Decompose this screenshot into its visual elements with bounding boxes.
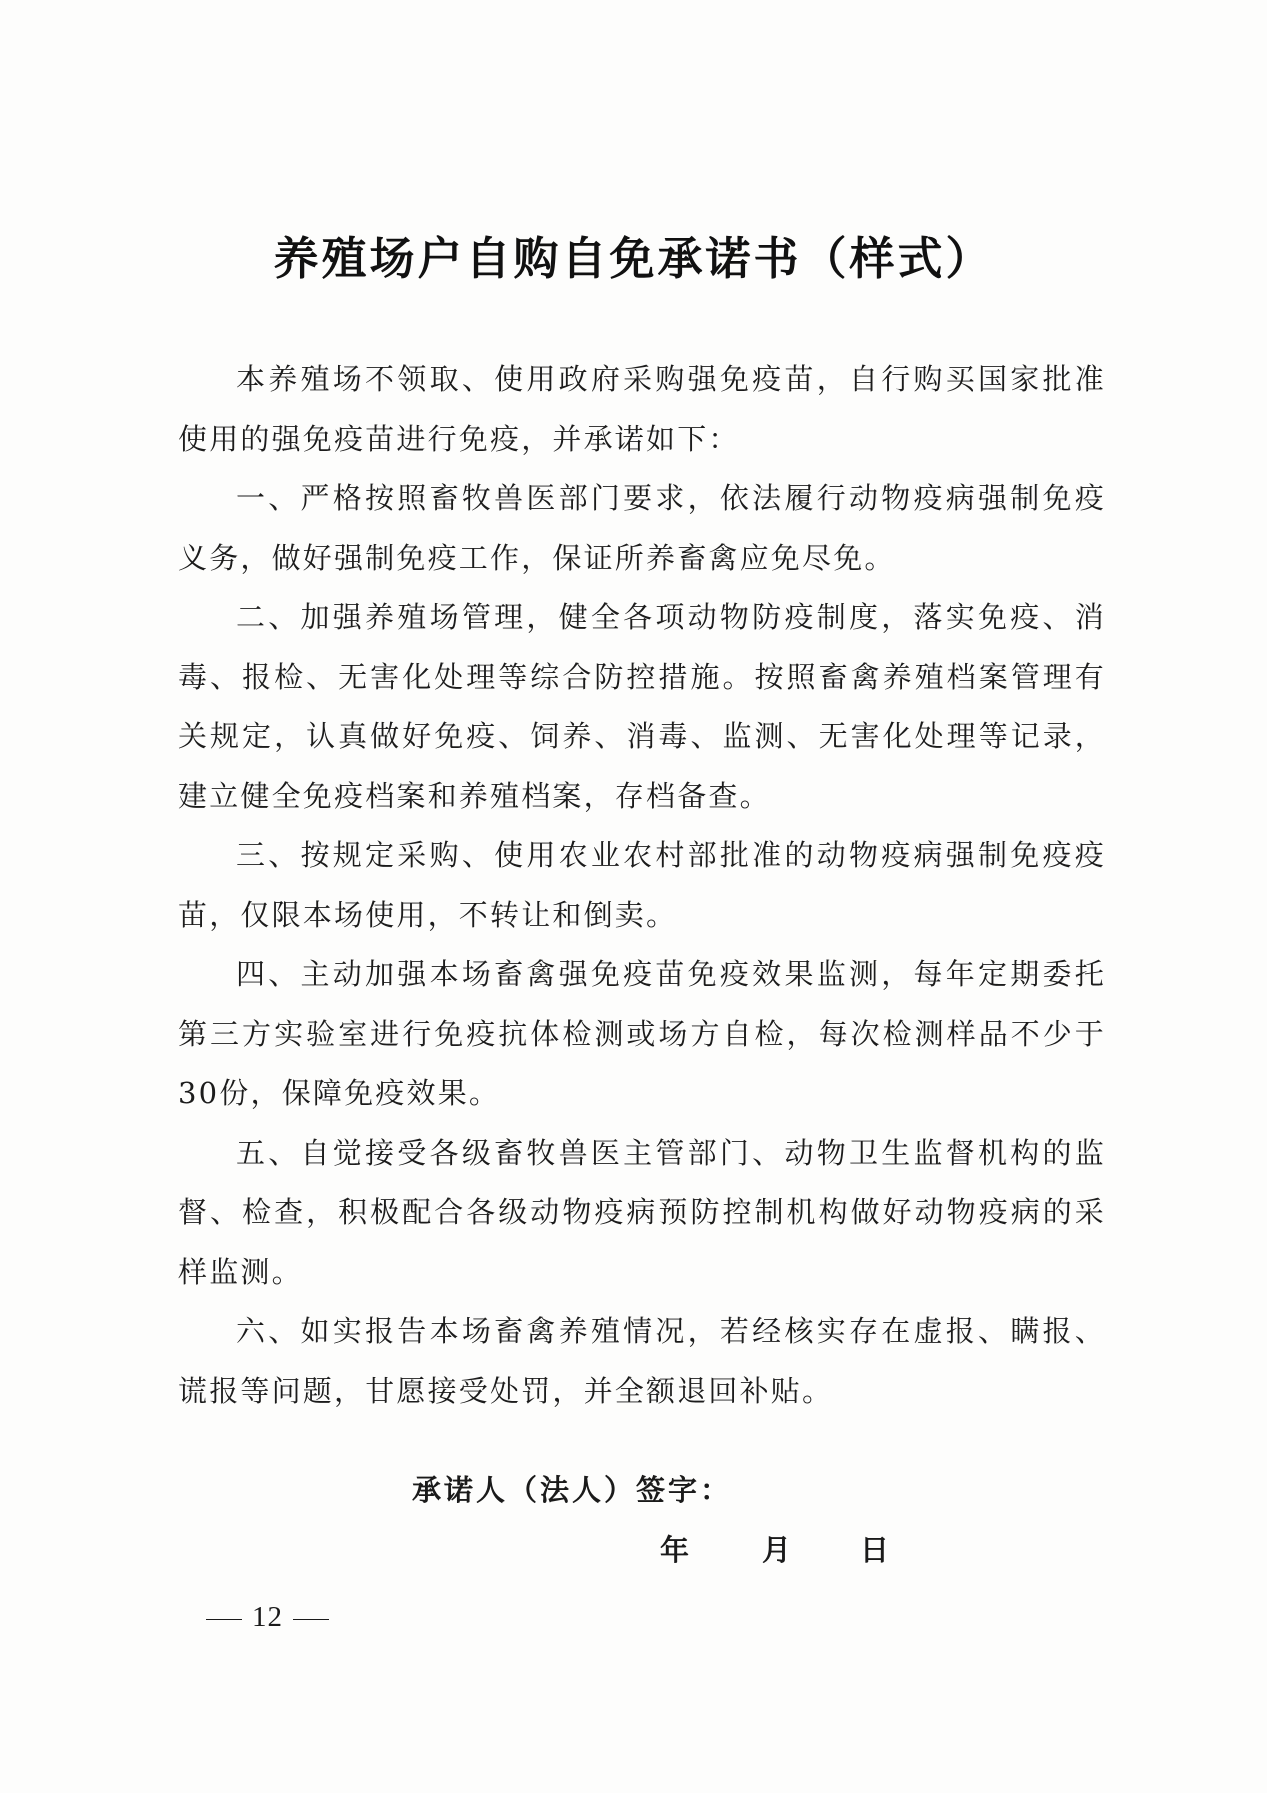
intro-paragraph: 本养殖场不领取、使用政府采购强免疫苗，自行购买国家批准使用的强免疫苗进行免疫，并承诺如下：: [178, 362, 1106, 456]
page-number-left-dash: [206, 1619, 242, 1621]
page-number-right-dash: [293, 1619, 329, 1621]
document-body: [178, 350, 1106, 1421]
date-month-label: 月: [762, 1533, 792, 1567]
commitment-item-3: 三、按规定采购、使用农业农村部批准的动物疫病强制免疫疫苗，仅限本场使用，不转让和倒卖。: [178, 838, 1106, 932]
signature-label: 承诺人（法人）签字：: [412, 1473, 733, 1507]
page-number: [196, 1601, 339, 1634]
page-number-value: 12: [252, 1601, 283, 1633]
commitment-item-4: 四、主动加强本场畜禽强免疫苗免疫效果监测，每年定期委托第三方实验室进行免疫抗体检测或场方自检，每次检测样品不少于30份，保障免疫效果。: [178, 957, 1106, 1110]
date-year-label: 年: [660, 1533, 690, 1567]
date-line: [660, 1528, 889, 1569]
commitment-item-6: 六、如实报告本场畜禽养殖情况，若经核实存在虚报、瞒报、谎报等问题，甘愿接受处罚，并全额退回补贴。: [178, 1314, 1106, 1408]
date-day-label: 日: [860, 1533, 890, 1567]
commitment-item-2: 二、加强养殖场管理，健全各项动物防疫制度，落实免疫、消毒、报检、无害化处理等综合防控措施。按照畜禽养殖档案管理有关规定，认真做好免疫、饲养、消毒、监测、无害化处理等记录，建立健全免疫档案和养殖档案，存档备查。: [178, 600, 1106, 813]
commitment-item-5: 五、自觉接受各级畜牧兽医主管部门、动物卫生监督机构的监督、检查，积极配合各级动物疫病预防控制机构做好动物疫病的采样监测。: [178, 1135, 1106, 1289]
document-title: 养殖场户自购自免承诺书（样式）: [273, 232, 994, 285]
commitment-item-1: 一、严格按照畜牧兽医部门要求，依法履行动物疫病强制免疫义务，做好强制免疫工作，保证所养畜禽应免尽免。: [178, 481, 1106, 575]
